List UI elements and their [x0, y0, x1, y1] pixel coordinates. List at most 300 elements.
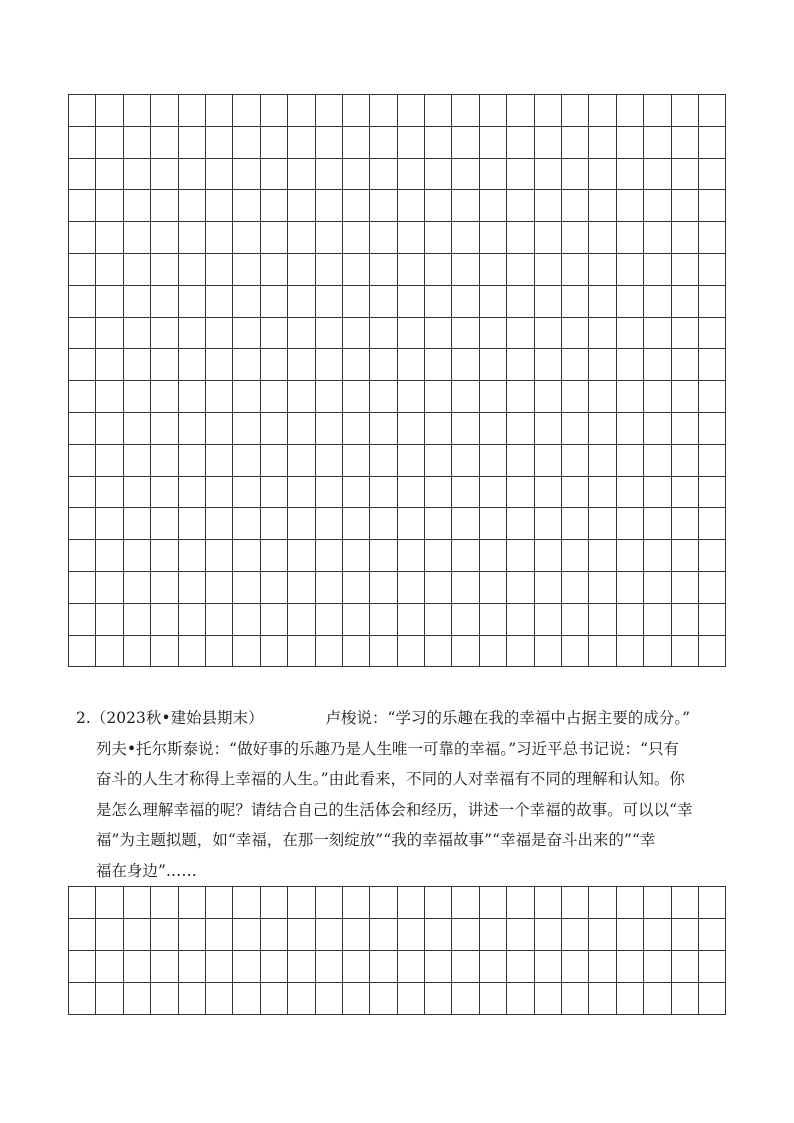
- writing-cell[interactable]: [96, 887, 123, 919]
- writing-cell[interactable]: [151, 159, 178, 191]
- writing-cell[interactable]: [452, 318, 479, 350]
- writing-cell[interactable]: [370, 572, 397, 604]
- writing-cell[interactable]: [699, 254, 726, 286]
- writing-cell[interactable]: [562, 636, 589, 668]
- writing-cell[interactable]: [617, 540, 644, 572]
- writing-cell[interactable]: [370, 413, 397, 445]
- writing-cell[interactable]: [452, 254, 479, 286]
- writing-cell[interactable]: [644, 318, 671, 350]
- writing-cell[interactable]: [370, 127, 397, 159]
- writing-cell[interactable]: [425, 540, 452, 572]
- writing-cell[interactable]: [316, 604, 343, 636]
- writing-cell[interactable]: [316, 540, 343, 572]
- writing-cell[interactable]: [206, 477, 233, 509]
- writing-cell[interactable]: [69, 951, 96, 983]
- writing-cell[interactable]: [562, 318, 589, 350]
- writing-cell[interactable]: [124, 159, 151, 191]
- writing-cell[interactable]: [617, 95, 644, 127]
- writing-cell[interactable]: [507, 508, 534, 540]
- writing-cell[interactable]: [644, 636, 671, 668]
- writing-cell[interactable]: [206, 540, 233, 572]
- writing-cell[interactable]: [179, 951, 206, 983]
- writing-cell[interactable]: [452, 919, 479, 951]
- writing-cell[interactable]: [69, 349, 96, 381]
- writing-cell[interactable]: [288, 604, 315, 636]
- writing-cell[interactable]: [316, 413, 343, 445]
- writing-cell[interactable]: [507, 413, 534, 445]
- writing-cell[interactable]: [261, 286, 288, 318]
- writing-cell[interactable]: [507, 636, 534, 668]
- writing-cell[interactable]: [699, 508, 726, 540]
- writing-cell[interactable]: [370, 604, 397, 636]
- writing-cell[interactable]: [151, 540, 178, 572]
- writing-cell[interactable]: [151, 572, 178, 604]
- writing-cell[interactable]: [452, 286, 479, 318]
- writing-cell[interactable]: [452, 190, 479, 222]
- writing-cell[interactable]: [69, 127, 96, 159]
- writing-cell[interactable]: [425, 190, 452, 222]
- writing-cell[interactable]: [343, 951, 370, 983]
- writing-cell[interactable]: [535, 286, 562, 318]
- writing-cell[interactable]: [124, 286, 151, 318]
- writing-cell[interactable]: [452, 222, 479, 254]
- writing-cell[interactable]: [672, 604, 699, 636]
- writing-cell[interactable]: [507, 190, 534, 222]
- writing-cell[interactable]: [480, 254, 507, 286]
- writing-cell[interactable]: [425, 381, 452, 413]
- writing-cell[interactable]: [452, 540, 479, 572]
- writing-cell[interactable]: [535, 919, 562, 951]
- writing-cell[interactable]: [589, 477, 616, 509]
- writing-cell[interactable]: [124, 445, 151, 477]
- writing-cell[interactable]: [617, 381, 644, 413]
- writing-cell[interactable]: [261, 222, 288, 254]
- writing-cell[interactable]: [316, 636, 343, 668]
- writing-cell[interactable]: [370, 983, 397, 1015]
- writing-cell[interactable]: [699, 413, 726, 445]
- writing-cell[interactable]: [672, 572, 699, 604]
- writing-cell[interactable]: [96, 254, 123, 286]
- writing-cell[interactable]: [288, 477, 315, 509]
- writing-cell[interactable]: [343, 445, 370, 477]
- writing-cell[interactable]: [343, 604, 370, 636]
- writing-cell[interactable]: [699, 540, 726, 572]
- writing-cell[interactable]: [316, 572, 343, 604]
- writing-cell[interactable]: [206, 190, 233, 222]
- writing-cell[interactable]: [233, 951, 260, 983]
- writing-cell[interactable]: [206, 983, 233, 1015]
- writing-cell[interactable]: [398, 477, 425, 509]
- writing-cell[interactable]: [699, 887, 726, 919]
- writing-cell[interactable]: [452, 983, 479, 1015]
- writing-cell[interactable]: [261, 508, 288, 540]
- writing-cell[interactable]: [316, 190, 343, 222]
- writing-cell[interactable]: [233, 508, 260, 540]
- writing-cell[interactable]: [699, 445, 726, 477]
- writing-cell[interactable]: [589, 983, 616, 1015]
- writing-cell[interactable]: [425, 318, 452, 350]
- writing-cell[interactable]: [206, 572, 233, 604]
- writing-cell[interactable]: [69, 381, 96, 413]
- writing-cell[interactable]: [507, 445, 534, 477]
- writing-cell[interactable]: [452, 508, 479, 540]
- writing-cell[interactable]: [343, 983, 370, 1015]
- writing-cell[interactable]: [672, 127, 699, 159]
- writing-cell[interactable]: [179, 572, 206, 604]
- writing-cell[interactable]: [480, 477, 507, 509]
- writing-cell[interactable]: [124, 604, 151, 636]
- writing-cell[interactable]: [343, 508, 370, 540]
- writing-cell[interactable]: [370, 887, 397, 919]
- writing-cell[interactable]: [343, 222, 370, 254]
- writing-cell[interactable]: [69, 604, 96, 636]
- writing-cell[interactable]: [699, 572, 726, 604]
- writing-cell[interactable]: [452, 95, 479, 127]
- writing-cell[interactable]: [288, 286, 315, 318]
- writing-cell[interactable]: [179, 95, 206, 127]
- writing-cell[interactable]: [617, 604, 644, 636]
- writing-cell[interactable]: [206, 445, 233, 477]
- writing-cell[interactable]: [589, 127, 616, 159]
- writing-cell[interactable]: [699, 349, 726, 381]
- writing-cell[interactable]: [69, 445, 96, 477]
- writing-cell[interactable]: [617, 318, 644, 350]
- writing-cell[interactable]: [151, 95, 178, 127]
- writing-cell[interactable]: [124, 540, 151, 572]
- writing-cell[interactable]: [507, 222, 534, 254]
- writing-cell[interactable]: [535, 951, 562, 983]
- writing-cell[interactable]: [96, 919, 123, 951]
- writing-cell[interactable]: [179, 477, 206, 509]
- writing-cell[interactable]: [124, 222, 151, 254]
- writing-cell[interactable]: [233, 222, 260, 254]
- writing-cell[interactable]: [124, 919, 151, 951]
- writing-cell[interactable]: [644, 254, 671, 286]
- writing-cell[interactable]: [589, 349, 616, 381]
- writing-cell[interactable]: [206, 286, 233, 318]
- writing-cell[interactable]: [617, 222, 644, 254]
- writing-cell[interactable]: [452, 887, 479, 919]
- writing-cell[interactable]: [589, 636, 616, 668]
- writing-cell[interactable]: [672, 445, 699, 477]
- writing-cell[interactable]: [233, 636, 260, 668]
- writing-cell[interactable]: [644, 413, 671, 445]
- writing-cell[interactable]: [452, 159, 479, 191]
- writing-cell[interactable]: [644, 349, 671, 381]
- writing-cell[interactable]: [425, 572, 452, 604]
- writing-cell[interactable]: [124, 887, 151, 919]
- writing-cell[interactable]: [425, 349, 452, 381]
- writing-cell[interactable]: [398, 951, 425, 983]
- writing-cell[interactable]: [288, 127, 315, 159]
- writing-cell[interactable]: [617, 572, 644, 604]
- writing-cell[interactable]: [288, 95, 315, 127]
- writing-cell[interactable]: [672, 508, 699, 540]
- writing-cell[interactable]: [589, 190, 616, 222]
- writing-cell[interactable]: [151, 286, 178, 318]
- writing-cell[interactable]: [398, 318, 425, 350]
- writing-cell[interactable]: [480, 951, 507, 983]
- writing-cell[interactable]: [535, 636, 562, 668]
- writing-cell[interactable]: [343, 286, 370, 318]
- writing-cell[interactable]: [96, 286, 123, 318]
- writing-cell[interactable]: [206, 95, 233, 127]
- writing-cell[interactable]: [452, 572, 479, 604]
- writing-cell[interactable]: [699, 636, 726, 668]
- writing-cell[interactable]: [562, 349, 589, 381]
- writing-cell[interactable]: [288, 159, 315, 191]
- writing-cell[interactable]: [96, 540, 123, 572]
- writing-cell[interactable]: [507, 159, 534, 191]
- writing-cell[interactable]: [562, 445, 589, 477]
- writing-cell[interactable]: [589, 318, 616, 350]
- writing-cell[interactable]: [699, 222, 726, 254]
- writing-cell[interactable]: [370, 540, 397, 572]
- writing-cell[interactable]: [562, 540, 589, 572]
- writing-cell[interactable]: [69, 95, 96, 127]
- writing-cell[interactable]: [370, 190, 397, 222]
- writing-cell[interactable]: [425, 636, 452, 668]
- writing-cell[interactable]: [370, 159, 397, 191]
- writing-cell[interactable]: [562, 477, 589, 509]
- writing-cell[interactable]: [507, 381, 534, 413]
- writing-cell[interactable]: [480, 222, 507, 254]
- writing-cell[interactable]: [672, 254, 699, 286]
- writing-cell[interactable]: [179, 887, 206, 919]
- writing-cell[interactable]: [316, 445, 343, 477]
- writing-cell[interactable]: [562, 508, 589, 540]
- writing-cell[interactable]: [507, 540, 534, 572]
- writing-cell[interactable]: [261, 887, 288, 919]
- writing-cell[interactable]: [69, 636, 96, 668]
- writing-cell[interactable]: [425, 887, 452, 919]
- writing-cell[interactable]: [480, 983, 507, 1015]
- writing-cell[interactable]: [370, 95, 397, 127]
- writing-cell[interactable]: [398, 445, 425, 477]
- writing-cell[interactable]: [672, 477, 699, 509]
- writing-cell[interactable]: [233, 540, 260, 572]
- writing-cell[interactable]: [398, 983, 425, 1015]
- writing-cell[interactable]: [562, 190, 589, 222]
- writing-cell[interactable]: [398, 413, 425, 445]
- writing-cell[interactable]: [261, 349, 288, 381]
- writing-cell[interactable]: [343, 572, 370, 604]
- writing-cell[interactable]: [179, 159, 206, 191]
- writing-cell[interactable]: [425, 127, 452, 159]
- writing-cell[interactable]: [151, 254, 178, 286]
- writing-cell[interactable]: [398, 222, 425, 254]
- writing-cell[interactable]: [288, 636, 315, 668]
- writing-cell[interactable]: [562, 413, 589, 445]
- writing-cell[interactable]: [151, 604, 178, 636]
- writing-cell[interactable]: [617, 983, 644, 1015]
- writing-cell[interactable]: [480, 95, 507, 127]
- writing-cell[interactable]: [644, 286, 671, 318]
- writing-cell[interactable]: [343, 349, 370, 381]
- writing-cell[interactable]: [562, 159, 589, 191]
- writing-cell[interactable]: [699, 190, 726, 222]
- writing-cell[interactable]: [233, 477, 260, 509]
- writing-cell[interactable]: [69, 318, 96, 350]
- writing-cell[interactable]: [179, 445, 206, 477]
- writing-cell[interactable]: [370, 381, 397, 413]
- writing-cell[interactable]: [343, 540, 370, 572]
- writing-cell[interactable]: [96, 159, 123, 191]
- writing-cell[interactable]: [535, 127, 562, 159]
- writing-cell[interactable]: [206, 349, 233, 381]
- writing-cell[interactable]: [480, 127, 507, 159]
- writing-cell[interactable]: [535, 540, 562, 572]
- writing-cell[interactable]: [370, 445, 397, 477]
- writing-cell[interactable]: [343, 381, 370, 413]
- writing-cell[interactable]: [124, 318, 151, 350]
- writing-cell[interactable]: [672, 349, 699, 381]
- writing-cell[interactable]: [589, 572, 616, 604]
- writing-cell[interactable]: [562, 381, 589, 413]
- writing-cell[interactable]: [562, 572, 589, 604]
- writing-cell[interactable]: [288, 254, 315, 286]
- writing-cell[interactable]: [316, 127, 343, 159]
- writing-cell[interactable]: [96, 95, 123, 127]
- writing-cell[interactable]: [343, 95, 370, 127]
- writing-cell[interactable]: [644, 983, 671, 1015]
- writing-cell[interactable]: [589, 254, 616, 286]
- writing-cell[interactable]: [425, 254, 452, 286]
- writing-cell[interactable]: [179, 190, 206, 222]
- writing-cell[interactable]: [452, 127, 479, 159]
- writing-cell[interactable]: [535, 95, 562, 127]
- writing-cell[interactable]: [233, 604, 260, 636]
- writing-cell[interactable]: [96, 127, 123, 159]
- writing-cell[interactable]: [672, 95, 699, 127]
- writing-cell[interactable]: [699, 127, 726, 159]
- writing-cell[interactable]: [398, 919, 425, 951]
- writing-cell[interactable]: [535, 413, 562, 445]
- writing-cell[interactable]: [617, 477, 644, 509]
- writing-cell[interactable]: [124, 983, 151, 1015]
- writing-cell[interactable]: [316, 508, 343, 540]
- writing-cell[interactable]: [507, 951, 534, 983]
- writing-cell[interactable]: [562, 95, 589, 127]
- writing-cell[interactable]: [617, 636, 644, 668]
- writing-cell[interactable]: [151, 983, 178, 1015]
- writing-cell[interactable]: [644, 919, 671, 951]
- writing-cell[interactable]: [535, 887, 562, 919]
- writing-cell[interactable]: [480, 887, 507, 919]
- writing-cell[interactable]: [233, 887, 260, 919]
- writing-cell[interactable]: [480, 381, 507, 413]
- writing-cell[interactable]: [316, 254, 343, 286]
- writing-cell[interactable]: [288, 919, 315, 951]
- writing-cell[interactable]: [480, 349, 507, 381]
- writing-cell[interactable]: [96, 445, 123, 477]
- writing-cell[interactable]: [398, 540, 425, 572]
- writing-cell[interactable]: [699, 286, 726, 318]
- writing-cell[interactable]: [124, 508, 151, 540]
- writing-cell[interactable]: [535, 159, 562, 191]
- writing-cell[interactable]: [699, 318, 726, 350]
- writing-cell[interactable]: [261, 540, 288, 572]
- writing-cell[interactable]: [644, 477, 671, 509]
- writing-cell[interactable]: [507, 919, 534, 951]
- writing-cell[interactable]: [261, 159, 288, 191]
- writing-cell[interactable]: [69, 477, 96, 509]
- writing-cell[interactable]: [261, 983, 288, 1015]
- writing-cell[interactable]: [507, 572, 534, 604]
- writing-cell[interactable]: [151, 349, 178, 381]
- writing-cell[interactable]: [206, 636, 233, 668]
- writing-cell[interactable]: [206, 951, 233, 983]
- writing-cell[interactable]: [69, 286, 96, 318]
- writing-cell[interactable]: [589, 887, 616, 919]
- writing-cell[interactable]: [316, 349, 343, 381]
- writing-cell[interactable]: [535, 508, 562, 540]
- writing-cell[interactable]: [589, 445, 616, 477]
- writing-cell[interactable]: [288, 222, 315, 254]
- writing-cell[interactable]: [370, 951, 397, 983]
- writing-cell[interactable]: [589, 919, 616, 951]
- writing-cell[interactable]: [644, 604, 671, 636]
- writing-cell[interactable]: [589, 508, 616, 540]
- writing-cell[interactable]: [69, 887, 96, 919]
- writing-cell[interactable]: [562, 919, 589, 951]
- writing-cell[interactable]: [96, 604, 123, 636]
- writing-cell[interactable]: [124, 951, 151, 983]
- writing-cell[interactable]: [343, 159, 370, 191]
- writing-cell[interactable]: [617, 413, 644, 445]
- writing-cell[interactable]: [672, 951, 699, 983]
- writing-cell[interactable]: [233, 572, 260, 604]
- writing-cell[interactable]: [452, 381, 479, 413]
- writing-cell[interactable]: [644, 127, 671, 159]
- writing-cell[interactable]: [699, 95, 726, 127]
- writing-cell[interactable]: [535, 190, 562, 222]
- writing-cell[interactable]: [124, 572, 151, 604]
- writing-cell[interactable]: [233, 286, 260, 318]
- writing-cell[interactable]: [507, 254, 534, 286]
- writing-cell[interactable]: [179, 286, 206, 318]
- writing-cell[interactable]: [535, 477, 562, 509]
- writing-cell[interactable]: [425, 508, 452, 540]
- writing-cell[interactable]: [316, 951, 343, 983]
- writing-cell[interactable]: [507, 887, 534, 919]
- writing-cell[interactable]: [370, 636, 397, 668]
- writing-cell[interactable]: [398, 95, 425, 127]
- writing-cell[interactable]: [562, 127, 589, 159]
- writing-cell[interactable]: [562, 951, 589, 983]
- writing-cell[interactable]: [69, 254, 96, 286]
- writing-cell[interactable]: [69, 159, 96, 191]
- writing-cell[interactable]: [507, 127, 534, 159]
- writing-cell[interactable]: [206, 318, 233, 350]
- writing-cell[interactable]: [124, 190, 151, 222]
- writing-cell[interactable]: [425, 983, 452, 1015]
- writing-cell[interactable]: [589, 159, 616, 191]
- writing-cell[interactable]: [617, 919, 644, 951]
- writing-cell[interactable]: [425, 477, 452, 509]
- writing-cell[interactable]: [343, 254, 370, 286]
- writing-cell[interactable]: [343, 477, 370, 509]
- writing-cell[interactable]: [617, 127, 644, 159]
- writing-cell[interactable]: [343, 919, 370, 951]
- writing-cell[interactable]: [699, 159, 726, 191]
- writing-cell[interactable]: [507, 349, 534, 381]
- writing-cell[interactable]: [617, 887, 644, 919]
- writing-cell[interactable]: [233, 159, 260, 191]
- writing-cell[interactable]: [124, 127, 151, 159]
- writing-cell[interactable]: [288, 951, 315, 983]
- writing-cell[interactable]: [425, 413, 452, 445]
